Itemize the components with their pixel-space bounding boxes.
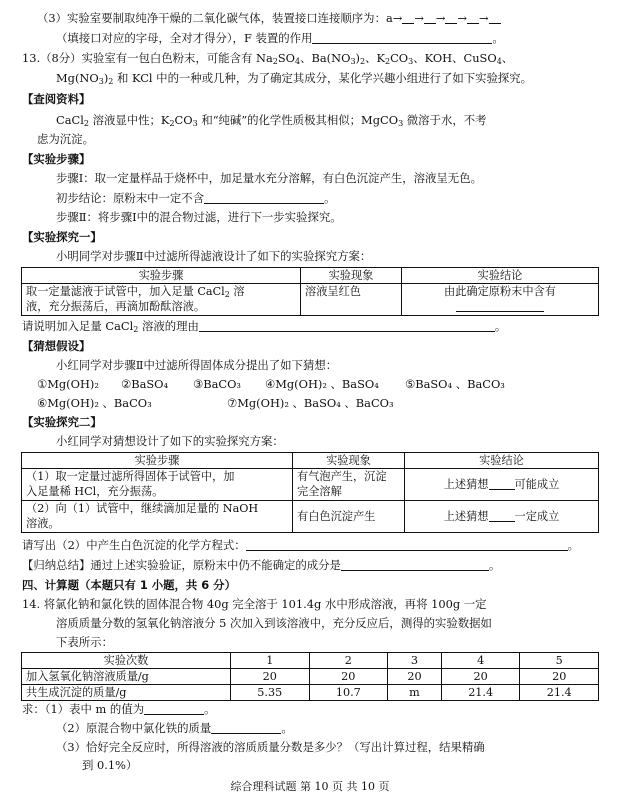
table-cell: 溶液呈红色	[301, 284, 402, 316]
q14-line3: 下表所示：	[56, 635, 113, 649]
table-cell: 上述猜想 可能成立	[405, 469, 599, 501]
equation-line: 请写出（2）中产生白色沉淀的化学方程式： 。	[22, 538, 580, 552]
q14-ask2: （2）原混合物中氯化铁的质量 。	[56, 721, 293, 735]
table-cell: 21.4	[520, 685, 599, 701]
table-cell: m	[388, 685, 442, 701]
answer-blank[interactable]	[199, 319, 495, 332]
answer-blank[interactable]	[341, 558, 489, 571]
guesses-row1	[37, 376, 505, 392]
guess-item: ⑥Mg(OH)₂ 、BaCO₃	[37, 396, 152, 410]
guess-item: ②BaSO₄	[121, 377, 169, 391]
table-cell: 有气泡产生，沉淀 完全溶解	[293, 469, 405, 501]
table-header: 1	[231, 653, 310, 669]
table-cell: 上述猜想 一定成立	[405, 501, 599, 533]
step2-text: 步骤Ⅱ：将步骤Ⅰ中的混合物过滤，进行下一步实验探究。	[56, 210, 342, 224]
q14-line1: 14. 将氯化钠和氯化铁的固体混合物 40g 完全溶于 101.4g 水中形成溶液，再将 100g 一定	[22, 597, 487, 611]
table-header: 2	[309, 653, 388, 669]
table-cell: 20	[388, 669, 442, 685]
explore2-table	[21, 452, 599, 533]
reference-text-line2: 虑为沉淀。	[37, 132, 94, 146]
answer-blank[interactable]	[211, 721, 281, 734]
table-cell: 20	[520, 669, 599, 685]
page-footer: 综合理科试题 第 10 页 共 10 页	[230, 780, 390, 793]
table-cell: 有白色沉淀产生	[293, 501, 405, 533]
guess-item: ③BaCO₃	[193, 377, 241, 391]
guess-item: ④Mg(OH)₂ 、BaSO₄	[265, 377, 379, 391]
answer-blank[interactable]	[456, 299, 544, 312]
step1-text: 步骤Ⅰ：取一定量样品于烧杯中，加足量水充分溶解，有白色沉淀产生，溶液呈无色。	[56, 171, 482, 185]
table-cell: 20	[441, 669, 520, 685]
q12-part3-line1: （3）实验室要制取纯净干燥的二氧化碳气体，装置接口连接顺序为：a→ → → → →	[37, 10, 501, 26]
explore2-intro: 小红同学对猜想设计了如下的实验探究方案：	[56, 434, 284, 448]
q14-line2: 溶质质量分数的氢氧化钠溶液分 5 次加入到该溶液中，充分反应后，测得的实验数据如	[56, 616, 492, 630]
table-cell: 20	[309, 669, 388, 685]
explore1-table	[21, 267, 599, 316]
q14-ask3: （3）恰好完全反应时，所得溶液的溶质质量分数是多少？（写出计算过程，结果精确	[56, 740, 485, 754]
table-cell: 取一定量滤液于试管中，加入足量 CaCl$_2$ 溶 液，充分振荡后，再滴加酚酞溶液。	[22, 284, 301, 316]
table-header: 5	[520, 653, 599, 669]
answer-blank[interactable]	[144, 702, 204, 715]
answer-blank[interactable]	[204, 191, 324, 204]
guess-item: ⑦Mg(OH)₂ 、BaSO₄ 、BaCO₃	[227, 396, 394, 410]
guess-item: ⑤BaSO₄ 、BaCO₃	[405, 377, 505, 391]
reason-line: 请说明加入足量 CaCl$_2$ 溶液的理由 。	[22, 319, 507, 334]
heading-explore1: 【实验探究一】	[22, 230, 102, 244]
prelim-conclusion: 初步结论：原粉末中一定不含 。	[56, 191, 336, 205]
q14-data-table	[21, 652, 599, 701]
guess-item: ①Mg(OH)₂	[37, 377, 99, 391]
table-header: 实验现象	[301, 268, 402, 284]
q13-intro: 13.（8分）实验室有一包白色粉末，可能含有 $Na_2SO_4$、$Ba(NO_3)_2$、$K_2CO_3$、KOH、CuSO$_4$、	[22, 51, 514, 66]
table-cell: （1）取一定量过滤所得固体于试管中，加 入足量稀 HCl，充分振荡。	[22, 469, 293, 501]
heading-reference: 【查阅资料】	[22, 92, 91, 106]
table-cell: 共生成沉淀的质量/g	[22, 685, 231, 701]
table-cell: 10.7	[309, 685, 388, 701]
answer-blank[interactable]	[489, 509, 515, 522]
section4-title: 四、计算题（本题只有 1 小题，共 6 分）	[22, 578, 236, 592]
heading-steps: 【实验步骤】	[22, 152, 91, 166]
table-header: 4	[441, 653, 520, 669]
table-cell: 20	[231, 669, 310, 685]
q14-ask3-line2: 到 0.1%）	[82, 758, 138, 772]
guesses-row2	[37, 395, 394, 411]
table-header: 实验步骤	[22, 453, 293, 469]
q12-part3-line2: （填接口对应的字母，全对才得分），F 装置的作用 。	[56, 31, 504, 45]
summary-line: 【归纳总结】通过上述实验验证，原粉末中仍不能确定的成分是 。	[22, 558, 501, 572]
heading-explore2: 【实验探究二】	[22, 415, 102, 429]
table-header: 3	[388, 653, 442, 669]
guess-intro: 小红同学对步骤Ⅱ中过滤所得固体成分提出了如下猜想：	[56, 358, 338, 372]
table-header: 实验次数	[22, 653, 231, 669]
reference-text: CaCl$_2$ 溶液显中性；$K_2CO_3$ 和“纯碱”的化学性质极其相似；MgCO$_3$ 微溶于水，不考	[56, 113, 487, 128]
table-cell: 由此确定原粉末中含有	[402, 284, 599, 316]
table-header: 实验步骤	[22, 268, 301, 284]
table-cell: （2）向（1）试管中，继续滴加足量的 NaOH 溶液。	[22, 501, 293, 533]
heading-guess: 【猜想假设】	[22, 339, 91, 353]
q14-ask1: 求：（1）表中 m 的值为 。	[22, 702, 216, 716]
answer-blank[interactable]	[312, 31, 492, 44]
explore1-intro: 小明同学对步骤Ⅱ中过滤所得滤液设计了如下的实验探究方案：	[56, 249, 372, 263]
answer-blank[interactable]	[489, 477, 515, 490]
answer-blank[interactable]	[246, 538, 568, 551]
q13-intro-line2: $Mg(NO_3)_2$ 和 KCl 中的一种或几种，为了确定其成分，某化学兴趣小组进行了如下实验探究。	[56, 71, 533, 86]
table-cell: 21.4	[441, 685, 520, 701]
table-header: 实验现象	[293, 453, 405, 469]
table-cell: 加入氢氧化钠溶液质量/g	[22, 669, 231, 685]
table-header: 实验结论	[405, 453, 599, 469]
table-header: 实验结论	[402, 268, 599, 284]
table-cell: 5.35	[231, 685, 310, 701]
